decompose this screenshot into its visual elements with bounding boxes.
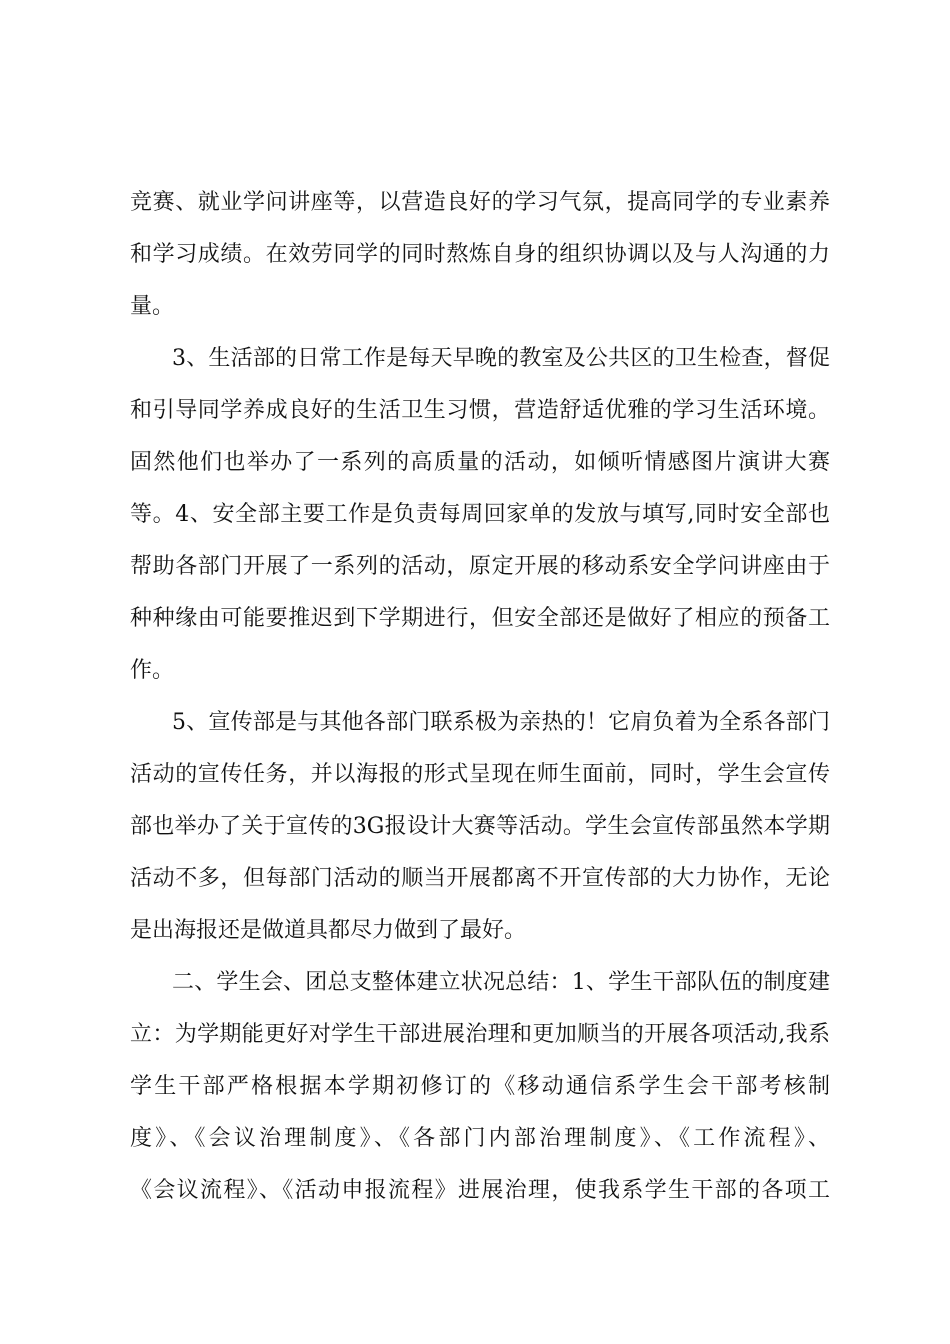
- body-line: 部也举办了关于宣传的3G报设计大赛等活动。学生会宣传部虽然本学期: [130, 814, 830, 839]
- body-line: 作。: [130, 658, 175, 683]
- body-line: 学生干部严格根据本学期初修订的《移动通信系学生会干部考核制: [130, 1074, 830, 1099]
- body-line: 《会议流程》、《活动申报流程》进展治理，使我系学生干部的各项工: [130, 1178, 830, 1203]
- body-line: 是出海报还是做道具都尽力做到了最好。: [130, 918, 527, 943]
- body-line: 量。: [130, 294, 175, 319]
- body-line: 竞赛、就业学问讲座等，以营造良好的学习气氛，提高同学的专业素养: [130, 190, 830, 215]
- body-line: 和学习成绩。在效劳同学的同时熬炼自身的组织协调以及与人沟通的力: [130, 242, 830, 267]
- paragraph-start-line: 二、学生会、团总支整体建立状况总结：1、学生干部队伍的制度建: [172, 970, 830, 995]
- paragraph-start-line: 5、宣传部是与其他各部门联系极为亲热的！它肩负着为全系各部门: [172, 710, 830, 735]
- body-line: 立：为学期能更好对学生干部进展治理和更加顺当的开展各项活动,我系: [130, 1022, 830, 1047]
- body-line: 活动不多，但每部门活动的顺当开展都离不开宣传部的大力协作，无论: [130, 866, 830, 891]
- paragraph-start-line: 3、生活部的日常工作是每天早晚的教室及公共区的卫生检查，督促: [172, 346, 830, 371]
- body-line: 活动的宣传任务，并以海报的形式呈现在师生面前，同时，学生会宣传: [130, 762, 830, 787]
- body-line: 帮助各部门开展了一系列的活动，原定开展的移动系安全学问讲座由于: [130, 554, 830, 579]
- body-line: 度》、《会议治理制度》、《各部门内部治理制度》、《工作流程》、: [130, 1126, 830, 1151]
- body-line: 和引导同学养成良好的生活卫生习惯，营造舒适优雅的学习生活环境。: [130, 398, 830, 423]
- body-line: 种种缘由可能要推迟到下学期进行，但安全部还是做好了相应的预备工: [130, 606, 830, 631]
- body-line: 固然他们也举办了一系列的高质量的活动，如倾听情感图片演讲大赛: [130, 450, 830, 475]
- body-line: 等。4、安全部主要工作是负责每周回家单的发放与填写,同时安全部也: [130, 502, 830, 527]
